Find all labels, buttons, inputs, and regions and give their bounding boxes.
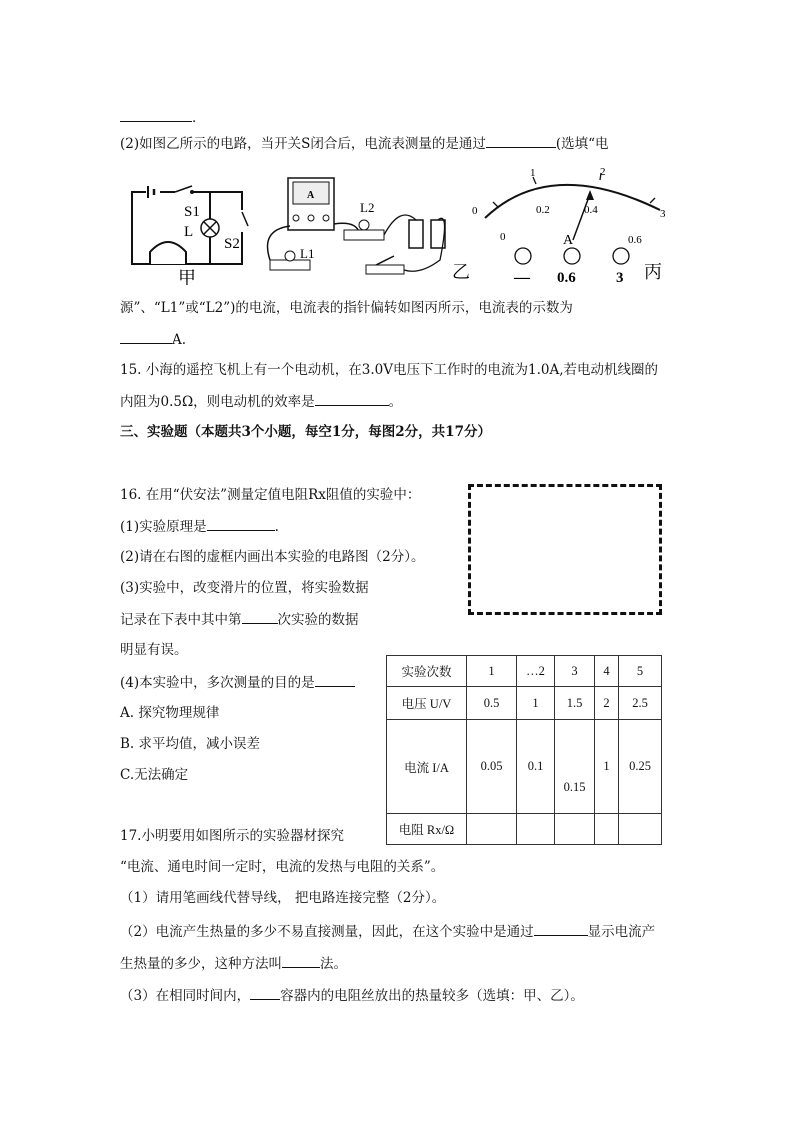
text: (3)实验中，改变滑片的位置，将实验数据 [120,580,369,596]
question-16-3-end [120,640,188,660]
scale-top-2: 2 [600,166,606,178]
table-row-voltage [387,687,662,720]
question-14-2 [120,133,609,154]
question-17-2-cont [120,953,347,974]
table-cell: 电阻 Rx/Ω [387,814,467,845]
text: ． [192,110,206,126]
option-b[interactable] [120,734,260,754]
table-cell: 3 [555,656,595,687]
answer-blank[interactable] [315,391,389,406]
scale-bottom-0: 0 [500,231,506,243]
text: (1)实验原理是 [120,519,207,535]
text: 源”、“L1”或“L2”)的电流，电流表的指针偏转如图丙所示，电流表的示数为 [120,300,573,316]
scale-bottom-2: 0.4 [584,204,598,216]
question-17-1 [120,888,445,908]
scale-top-1: 1 [530,167,536,179]
table-cell: 1.5 [555,687,595,720]
text: （3）在相同时间内， [120,988,251,1004]
text: 容器内的电阻丝放出的热量较多（选填：甲、乙）。 [280,988,584,1004]
scale-top-0: 0 [472,205,478,217]
scale-bottom-3: 0.6 [628,234,642,246]
table-cell: 2.5 [619,687,662,720]
text: （2）电流产生热量的多少不易直接测量，因此，在这个实验中是通过 [120,924,534,940]
text: 三、实验题（本题共3个小题，每空1分，每图2分，共17分） [120,424,491,440]
table-cell: 2 [595,687,619,720]
unit-a: A [563,233,574,248]
table-cell-empty[interactable] [555,814,595,845]
label-l: L [184,224,194,240]
text: 内阻为0.5Ω，则电动机的效率是 [120,394,315,410]
text: C.无法确定 [120,767,189,783]
table-cell: 1 [595,720,619,814]
caption-yi: 乙 [452,262,470,282]
label-l1: L1 [300,246,315,261]
table-cell-empty[interactable] [467,814,517,845]
label-s2: S2 [224,236,240,252]
circuit-drawing-box[interactable] [468,484,662,615]
text: 17.小明要用如图所示的实验器材探究 [120,828,344,844]
text: A. [172,332,187,348]
table-cell: 0.5 [467,687,517,720]
table-cell: 0.05 [467,720,517,814]
text: 生热量的多少，这种方法叫 [120,956,282,972]
table-row-resistance [387,814,662,845]
question-16-2 [120,547,424,567]
text: (2)请在右图的虚框内画出本实验的电路图（2分）。 [120,549,425,565]
terminal-06: 0.6 [557,270,576,285]
figure-jia [132,186,248,285]
answer-blank[interactable] [486,133,556,148]
terminal-3: 3 [616,270,624,285]
table-cell: 4 [595,656,619,687]
question-15 [120,360,658,380]
figure-yi [268,178,471,282]
text: “电流、通电时间一定时，电流的发热与电阻的关系”。 [120,859,445,875]
table-row-header [387,656,662,687]
figure-bing-ammeter-dial [472,166,666,285]
section-heading [120,422,491,442]
table-cell: 电压 U/V [387,687,467,720]
ammeter-label: A [307,190,315,201]
question-16-3-cont [120,609,359,630]
question-16-4 [120,672,355,693]
answer-blank[interactable] [315,672,355,687]
text: B. 求平均值，减小误差 [120,736,261,752]
question-16-1 [120,516,279,537]
answer-blank[interactable] [534,921,588,936]
text: 明显有误。 [120,642,188,658]
text: 记录在下表中其中第 [120,612,242,628]
table-row-current [387,720,662,814]
caption-jia: 甲 [178,268,196,285]
table-cell: 实验次数 [387,656,467,687]
table-cell: 5 [619,656,662,687]
circuit-figures [120,160,680,285]
text: (选填“电 [555,136,609,152]
table-cell: 0.15 [555,720,595,814]
table-cell: …2 [517,656,555,687]
answer-blank[interactable] [282,953,320,968]
table-cell: 0.1 [517,720,555,814]
question-17-2 [120,921,655,942]
answer-blank[interactable] [250,985,280,1000]
terminal-neg: — [514,269,530,285]
text: (2)如图乙所示的电路，当开关S闭合后，电流表测量的是通过 [120,136,486,152]
text: 显示电流产 [587,924,656,940]
option-c[interactable] [120,765,188,785]
question-15-cont [120,391,402,412]
text: 。 [388,394,403,410]
text: （1）请用笔画线代替导线， 把电路连接完整（2分）。 [120,890,446,906]
answer-blank[interactable] [207,516,275,531]
table-cell-empty[interactable] [619,814,662,845]
line-prev-blank [120,107,206,128]
table-cell: 0.25 [619,720,662,814]
table-cell: 电流 I/A [387,720,467,814]
option-a[interactable] [120,703,219,723]
text: 法。 [320,956,347,972]
table-cell: 1 [517,687,555,720]
table-cell: 1 [467,656,517,687]
text: . [274,519,279,535]
question-16-3 [120,578,369,598]
table-cell-empty[interactable] [595,814,619,845]
question-17-topic [120,857,444,877]
text: 次实验的数据 [277,612,359,628]
experiment-data-table [386,655,662,845]
text: (4)本实验中，多次测量的目的是 [120,675,315,691]
answer-blank[interactable] [120,329,172,344]
text: A. 探究物理规律 [120,705,220,721]
text: 16. 在用“伏安法”测量定值电阻Rx阻值的实验中： [120,487,421,503]
answer-blank[interactable] [120,107,192,122]
answer-blank[interactable] [242,609,278,624]
question-14-2-cont [120,298,573,318]
question-17-3 [120,985,584,1006]
scale-bottom-1: 0.2 [536,204,550,216]
question-16 [120,485,420,505]
label-l2: L2 [360,200,375,215]
text: 15. 小海的遥控飞机上有一个电动机，在3.0V电压下工作时的电流为1.0A,若电动机线圈的 [120,362,658,378]
caption-bing: 丙 [644,262,662,282]
question-17 [120,826,344,846]
scale-top-3: 3 [660,208,666,220]
label-s1: S1 [184,204,200,220]
table-cell-empty[interactable] [517,814,555,845]
question-14-2-answer [120,329,186,350]
